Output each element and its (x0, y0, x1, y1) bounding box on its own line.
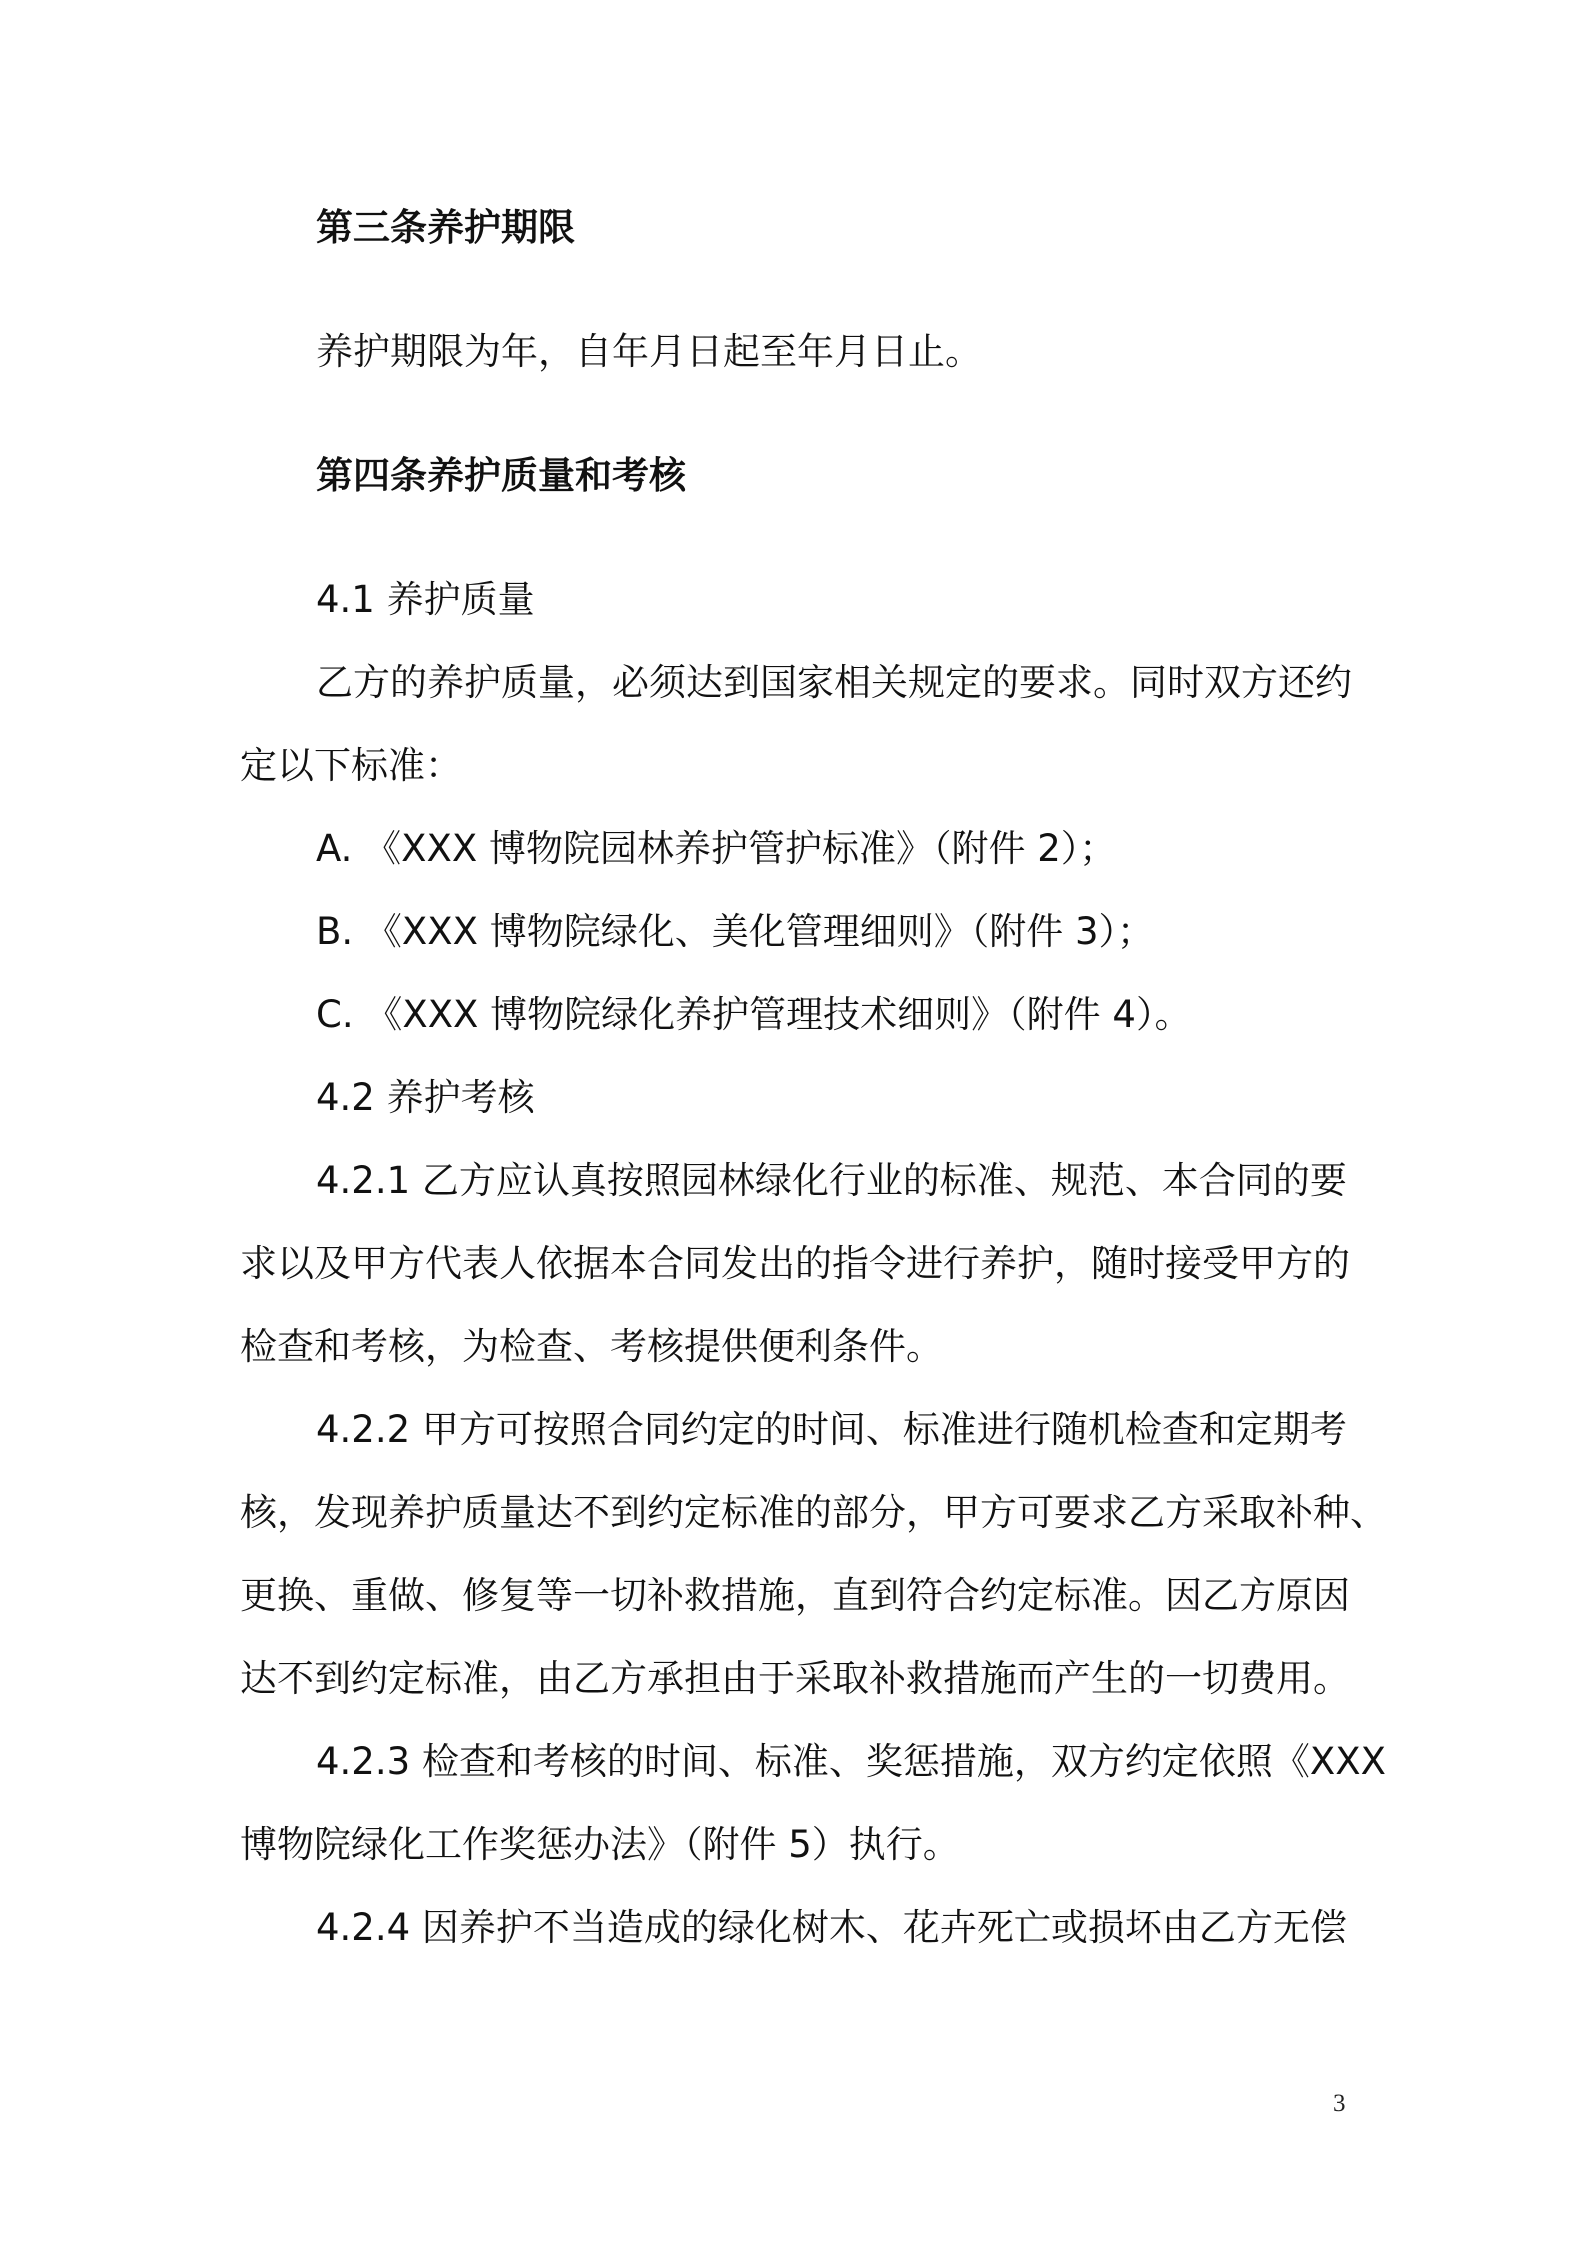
paragraph-4-2-1-line-3: 检查和考核，为检查、考核提供便利条件。 (240, 1325, 943, 1368)
paragraph-4-1-line-1: 乙方的养护质量，必须达到国家相关规定的要求。同时双方还约 (316, 661, 1352, 704)
subsection-4-1-title: 4.1 养护质量 (316, 578, 535, 621)
paragraph-4-2-3-line-1: 4.2.3 检查和考核的时间、标准、奖惩措施，双方约定依照《XXX (316, 1740, 1386, 1783)
paragraph-4-2-2-line-3: 更换、重做、修复等一切补救措施，直到符合约定标准。因乙方原因 (240, 1574, 1350, 1617)
paragraph-4-2-1-line-1: 4.2.1 乙方应认真按照园林绿化行业的标准、规范、本合同的要 (316, 1159, 1347, 1202)
paragraph-4-2-3-line-2: 博物院绿化工作奖惩办法》（附件 5）执行。 (240, 1823, 960, 1866)
list-item-b: B. 《XXX 博物院绿化、美化管理细则》（附件 3）； (316, 910, 1155, 953)
paragraph-4-2-2-line-2: 核，发现养护质量达不到约定标准的部分，甲方可要求乙方采取补种、 (240, 1491, 1387, 1534)
subsection-4-2-title: 4.2 养护考核 (316, 1076, 535, 1119)
paragraph-4-2-1-line-2: 求以及甲方代表人依据本合同发出的指令进行养护，随时接受甲方的 (240, 1242, 1350, 1285)
section-3-body: 养护期限为年，自年月日起至年月日止。 (316, 330, 982, 373)
section-4-heading: 第四条养护质量和考核 (316, 454, 686, 497)
paragraph-4-2-2-line-1: 4.2.2 甲方可按照合同约定的时间、标准进行随机检查和定期考 (316, 1408, 1347, 1451)
section-3-heading: 第三条养护期限 (316, 206, 575, 249)
paragraph-4-2-2-line-4: 达不到约定标准，由乙方承担由于采取补救措施而产生的一切费用。 (240, 1657, 1350, 1700)
list-item-c: C. 《XXX 博物院绿化养护管理技术细则》（附件 4）。 (316, 993, 1192, 1036)
list-item-a: A. 《XXX 博物院园林养护管护标准》（附件 2）； (316, 827, 1117, 870)
page-number: 3 (1333, 2090, 1346, 2117)
paragraph-4-2-4-line-1: 4.2.4 因养护不当造成的绿化树木、花卉死亡或损坏由乙方无偿 (316, 1906, 1347, 1949)
paragraph-4-1-line-2: 定以下标准： (240, 744, 462, 787)
